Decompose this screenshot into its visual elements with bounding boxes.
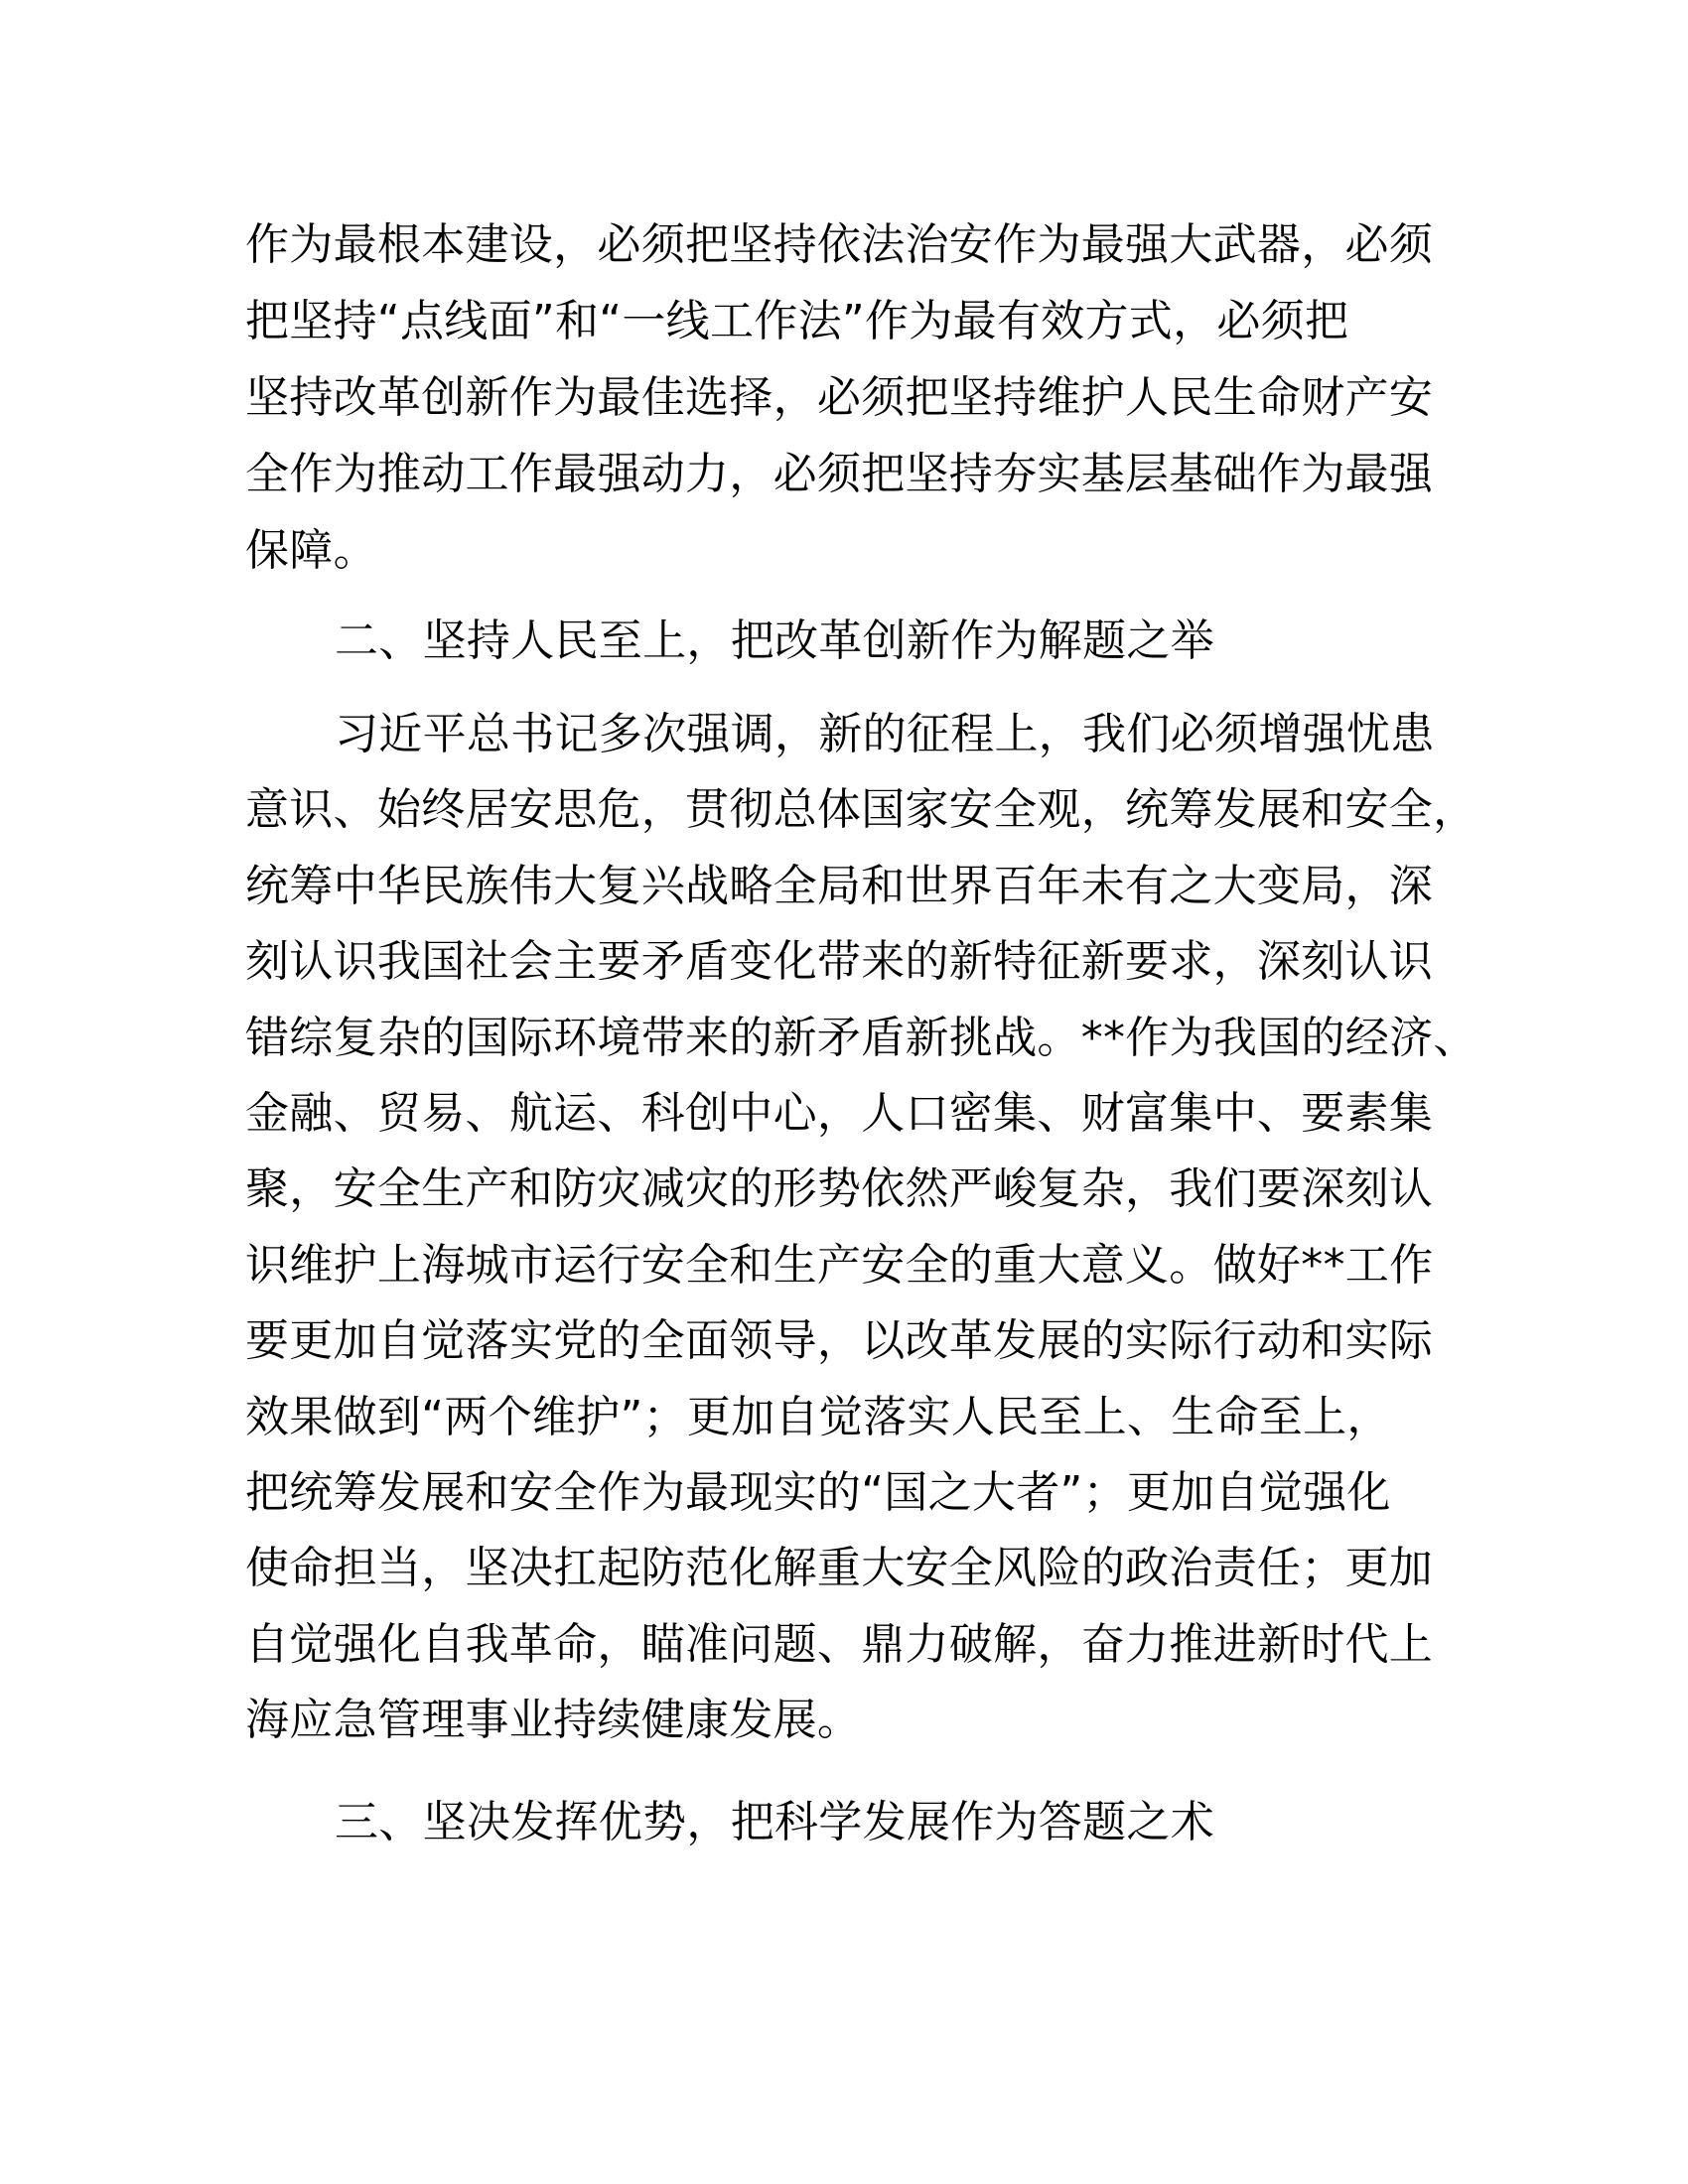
paragraph-line: 统筹中华民族伟大复兴战略全局和世界百年未有之大变局，深 [245, 861, 1434, 911]
paragraph-line: 习近平总书记多次强调，新的征程上，我们必须增强忧患 [335, 709, 1435, 759]
section-heading-2: 二、坚持人民至上，把改革创新作为解题之举 [335, 615, 1214, 666]
paragraph-line: 把统筹发展和安全作为最现实的“国之大者”；更加自觉强化 [245, 1467, 1391, 1518]
paragraph-line: 效果做到“两个维护”；更加自觉落实人民至上、生命至上， [245, 1392, 1391, 1442]
paragraph-line: 金融、贸易、航运、科创中心，人口密集、财富集中、要素集 [245, 1088, 1434, 1139]
paragraph-line: 刻认识我国社会主要矛盾变化带来的新特征新要求，深刻认识 [245, 936, 1434, 987]
paragraph-line: 意识、始终居安思危，贯彻总体国家安全观，统筹发展和安全， [245, 784, 1477, 835]
paragraph-line: 使命担当，坚决扛起防范化解重大安全风险的政治责任；更加 [245, 1543, 1434, 1593]
paragraph-line: 坚持改革创新作为最佳选择，必须把坚持维护人民生命财产安 [245, 372, 1434, 423]
paragraph-line: 自觉强化自我革命，瞄准问题、鼎力破解，奋力推进新时代上 [245, 1619, 1434, 1670]
paragraph-line: 识维护上海城市运行安全和生产安全的重大意义。做好**工作 [245, 1240, 1434, 1291]
section-heading-3: 三、坚决发挥优势，把科学发展作为答题之术 [335, 1797, 1214, 1847]
paragraph-line: 作为最根本建设，必须把坚持依法治安作为最强大武器，必须 [245, 219, 1434, 270]
paragraph-line: 全作为推动工作最强动力，必须把坚持夯实基层基础作为最强 [245, 449, 1434, 499]
paragraph-line: 把坚持“点线面”和“一线工作法”作为最有效方式，必须把 [245, 296, 1349, 346]
paragraph-line: 海应急管理事业持续健康发展。 [245, 1695, 862, 1745]
paragraph-line: 错综复杂的国际环境带来的新矛盾新挑战。**作为我国的经济、 [245, 1013, 1477, 1063]
paragraph-line: 聚，安全生产和防灾减灾的形势依然严峻复杂，我们要深刻认 [245, 1163, 1434, 1214]
paragraph-line: 保障。 [245, 525, 377, 576]
paragraph-line: 要更加自觉落实党的全面领导，以改革发展的实际行动和实际 [245, 1315, 1434, 1366]
